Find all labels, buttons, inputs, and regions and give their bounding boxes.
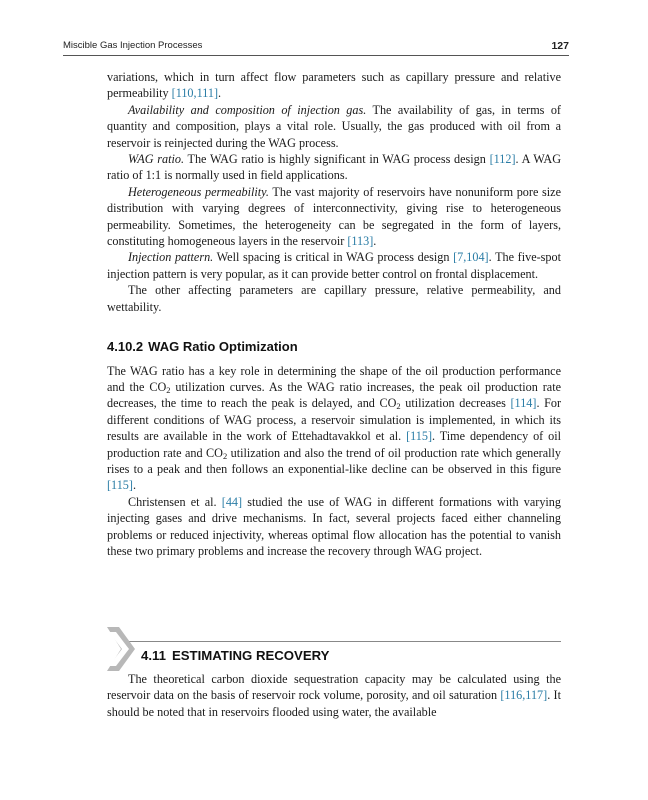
- citation-link[interactable]: [114]: [510, 396, 537, 411]
- citation-link[interactable]: [112]: [489, 152, 516, 167]
- citation-link[interactable]: [110,111]: [171, 86, 219, 101]
- paragraph-gas-availability: Availability and composition of injection gas. The availability of gas, in terms of quantity and composition, plays a vital role. Usually, the gas produced with oil from a reservoir is reinjected during the WAG process.: [107, 102, 561, 150]
- paragraph-lead: Injection pattern.: [128, 250, 214, 265]
- section-rule: [125, 641, 561, 642]
- citation-link[interactable]: [116,117]: [500, 688, 548, 703]
- citation-link[interactable]: [115]: [406, 429, 433, 444]
- section-title: ESTIMATING RECOVERY: [171, 648, 330, 663]
- subsection-title: WAG Ratio Optimization: [148, 339, 298, 355]
- paragraph-estimating-recovery: The theoretical carbon dioxide sequestration capacity may be calculated using the reservoir data on the basis of reservoir rock volume, porosity, and oil saturation [116,117]. It should be noted that in reservoirs flooded using water, the available: [107, 672, 561, 719]
- page-number: 127: [551, 40, 569, 52]
- citation-link[interactable]: [115]: [107, 478, 133, 493]
- subsection-heading: [107, 339, 561, 355]
- running-head: [63, 40, 569, 54]
- body-text-top: [107, 69, 561, 559]
- citation-link[interactable]: [44]: [221, 494, 243, 509]
- header-rule: [63, 55, 569, 56]
- paragraph-other-parameters: The other affecting parameters are capillary pressure, relative permeability, and wettability.: [107, 283, 561, 314]
- section-heading: [141, 648, 329, 663]
- running-title: Miscible Gas Injection Processes: [63, 40, 203, 51]
- section-number: 4.11: [141, 648, 166, 663]
- paragraph-lead: Availability and composition of injection gas.: [128, 102, 367, 117]
- subsection-number: 4.10.2: [107, 339, 144, 355]
- paragraph-wag-ratio: WAG ratio. The WAG ratio is highly significant in WAG process design [112]. A WAG ratio of 1:1 is normally used in field applications.: [107, 152, 561, 183]
- paragraph-lead: WAG ratio.: [128, 152, 185, 167]
- body-text-bottom: [107, 671, 561, 720]
- paragraph-variations: variations, which in turn affect flow parameters such as capillary pressure and relative permeability [110,111].: [107, 70, 561, 101]
- citation-link[interactable]: [113]: [347, 234, 374, 249]
- paragraph-lead: Heterogeneous permeability.: [128, 184, 269, 199]
- paragraph-christensen: Christensen et al. [44] studied the use of WAG in different formations with varying injecting gases and drive mechanisms. In fact, several projects faced either channeling problems or reduced injectivity, whereas optimal flow allocation has the potential to vanish these two primary problems and increase the recovery through WAG project.: [107, 494, 561, 558]
- section-banner: [107, 627, 561, 671]
- paragraph-injection-pattern: Injection pattern. Well spacing is critical in WAG process design [7,104]. The five-spot injection pattern is very popular, as it can provide better control on frontal displacement.: [107, 250, 561, 281]
- chevron-right-icon: [107, 627, 137, 671]
- paragraph-heterogeneous-permeability: Heterogeneous permeability. The vast majority of reservoirs have nonuniform pore size distribution with varying degrees of interconnectivity, giving rise to heterogeneous permeability. Sometimes, the heterogeneity can be segregated in the form of layers, constituting homogeneous layers in the reservoir [113].: [107, 184, 561, 249]
- citation-link[interactable]: [7,104]: [453, 250, 489, 265]
- paragraph-wag-ratio-optimization: The WAG ratio has a key role in determining the shape of the oil production performance and the $CO_2$ utilization curves. As the WAG ratio increases, the peak oil production rate decreases, the time to reach the peak is delayed, and $CO_2$ utilization decreases [114]. For different conditions of WAG process, a reservoir simulation is implemented, in which its results are available in the work of Ettehadtavakkol et al. [115]. Time dependency of oil production rate and $CO_2$ utilization and also the trend of oil production rate which generally rises to a peak and then follows an exponential-like decline can be observed in this figure [115].: [107, 363, 562, 493]
